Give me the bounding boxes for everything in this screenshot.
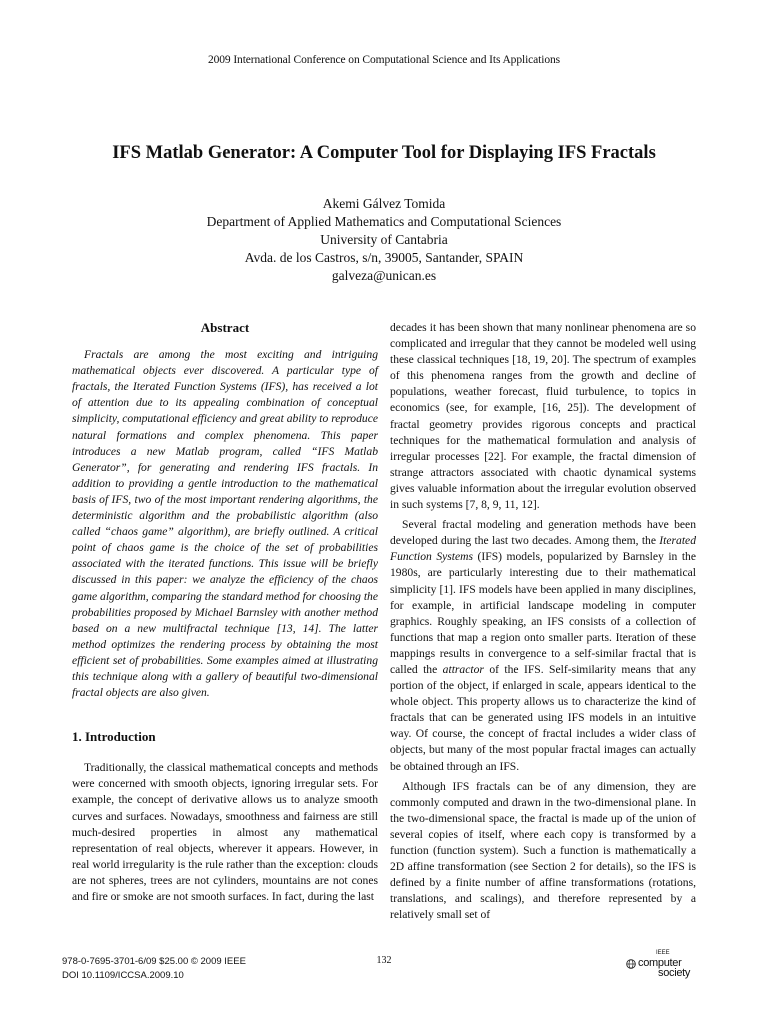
globe-icon — [626, 959, 636, 969]
author-university: University of Cantabria — [320, 232, 448, 247]
right-paragraph-2-part-b: (IFS) models, popularized by Barnsley in the 1980s, are particularly interesting due to their mathematical simplicity [1]. IFS models have been applied in many disciplines, for example, in artificial landscape modeling in computer graphics. Roughly speaking, an IFS consists of a collection of functions that map a region onto smaller parts. Iteration of these mappings results in convergence to a self-similar fractal that is called the — [390, 550, 696, 676]
paper-title: IFS Matlab Generator: A Computer Tool for Displaying IFS Fractals — [112, 143, 656, 163]
abstract-text: Fractals are among the most exciting and intriguing mathematical objects ever discovered. A particular type of fractals, the Iterated Function Systems (IFS), has received a lot of attention due to its appealing combination of conceptual simplicity, computational efficiency and great ability to reproduce natural formations and complex phenomena. This paper introduces a new Matlab program, called “IFS Matlab Generator”, for generating and rendering IFS fractals. In addition to providing a gentle introduction to the mathematical basis of IFS, two of the most important rendering algorithms, the deterministic algorithm and the probabilistic algorithm (also called “chaos game” algorithm), are briefly outlined. A critical point of chaos game is the choice of the set of probabilities associated with the iterated functions. This issue will be briefly discussed in this paper: we analyze the efficiency of the chaos game algorithm, comparing the standard method for choosing the probabilities proposed by Michael Barnsley with another method based on a new multifractal technique [13, 14]. The latter method optimizes the rendering process by obtaining the most efficient set of probabilities. Some examples aimed at illustrating this technique along with a gallery of beautiful two-dimensional fractal objects are also given. — [72, 348, 378, 700]
conference-header: 2009 International Conference on Computational Science and Its Applications — [207, 54, 561, 66]
footer-isbn: 978-0-7695-3701-6/09 $25.00 © 2009 IEEE — [62, 956, 246, 967]
author-email: galveza@unican.es — [331, 268, 437, 283]
author-block — [0, 195, 768, 285]
intro-paragraph-1: Traditionally, the classical mathematical concepts and methods were concerned with smooth objects, ignoring irregular sets. For example, the concept of derivative allows us to analyze smooth curves and surfaces. Nowadays, smoothness and fairness are still much-desired properties in almost any mathematical representation of real objects, wherever it appears. However, in real world irregularity is the rule rather than the exception: clouds are not spheres, trees are not cylinders, mountains are not cones and fire or smoke are not smooth surfaces. In fact, during the last — [72, 761, 378, 903]
right-paragraph-2-part-a: Several fractal modeling and generation methods have been developed during the last two decades. Among them, the — [390, 518, 696, 548]
right-paragraph-2-part-c: of the IFS. Self-similarity means that any portion of the object, if enlarged in scale, appears identical to the whole object. This property allows us to characterize the kind of fractals that can be generated using IFS models in an intuitive way. Of course, the concept of fractal includes a wider class of objects, but many of the most popular fractal images can actually be obtained through an IFS. — [390, 662, 696, 773]
section-heading-introduction: 1. Introduction — [72, 729, 156, 745]
ieee-computer-society-logo — [624, 950, 710, 980]
author-address: Avda. de los Castros, s/n, 39005, Santander, SPAIN — [244, 250, 524, 265]
abstract-heading: Abstract — [200, 320, 250, 335]
right-paragraph-3: Although IFS fractals can be of any dimension, they are commonly computed and drawn in the two-dimensional plane. In the two-dimensional space, the fractal is made up of the union of several copies of itself, where each copy is transformed by a function (function system). Such a function is mathematically a 2D affine transformation (see Section 2 for details), so the IFS is defined by a finite number of affine transformations (rotations, translations, and scalings), and therefore represented by a relatively small set of — [390, 779, 696, 922]
term-attractor: attractor — [442, 662, 484, 676]
author-name: Akemi Gálvez Tomida — [322, 196, 446, 211]
page-number: 132 — [376, 955, 392, 966]
left-column — [72, 320, 378, 909]
logo-society-text: society — [658, 967, 691, 979]
term-ifs: Iterated Function Systems — [390, 534, 696, 564]
right-paragraph-1: decades it has been shown that many nonlinear phenomena are so complicated and irregular that they cannot be modeled well using these classical techniques [18, 19, 20]. The spectrum of examples of this phenomena ranges from the growth and decline of populations, weather forecast, fluid turbulence, to topics in economics (see, for example, [16, 25]). The development of fractal geometry provides rigorous concepts and practical techniques for the mathematical formulation and analysis of irregular processes [22]. For example, the fractal dimension of strange attractors associated with chaotic dynamical systems gives valuable information about the irregular evolution observed in such systems [7, 8, 9, 11, 12]. — [390, 321, 696, 512]
footer-doi: DOI 10.1109/ICCSA.2009.10 — [62, 970, 184, 981]
right-paragraph-2 — [390, 517, 696, 775]
logo-ieee-text: IEEE — [656, 950, 670, 956]
right-column — [390, 320, 696, 927]
logo-computer-text: computer — [638, 957, 682, 969]
author-department: Department of Applied Mathematics and Computational Sciences — [206, 214, 562, 229]
